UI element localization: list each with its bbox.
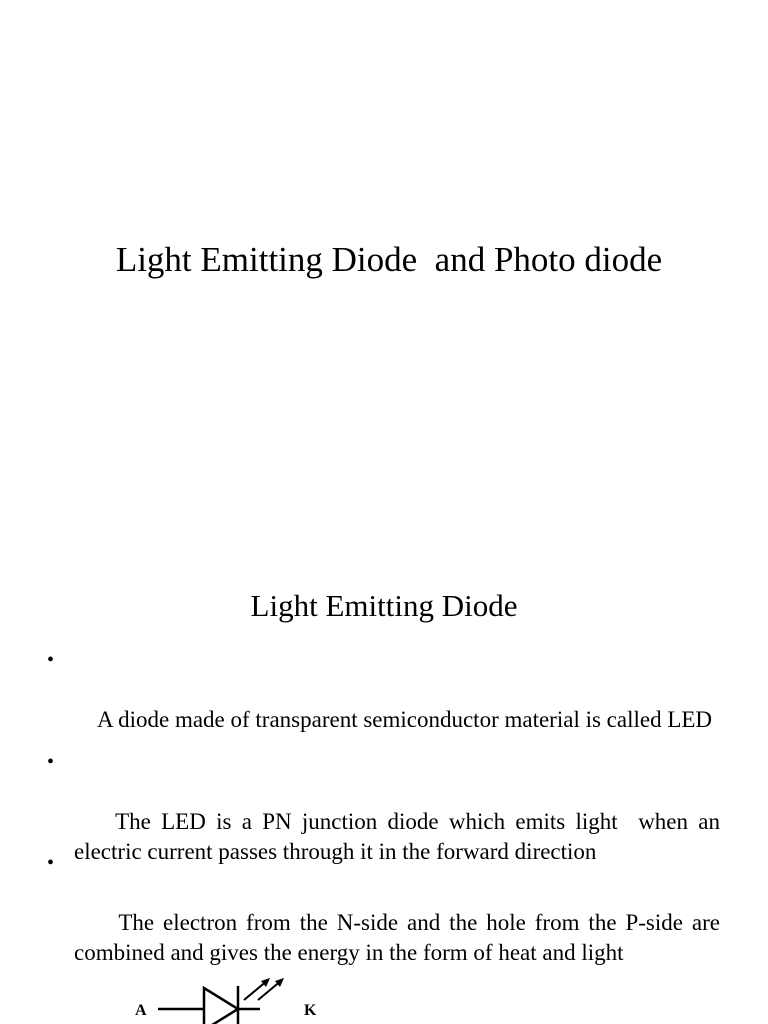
bullet-text: The LED is a PN junction diode which emits light when an electric current passes through it in the forward direction: [74, 809, 726, 864]
section-title: Light Emitting Diode: [250, 588, 518, 623]
bullet-marker: •: [47, 751, 55, 773]
cathode-label: K: [304, 1002, 317, 1019]
bullet-marker: •: [47, 852, 55, 874]
bullet-marker: •: [47, 649, 55, 671]
anode-label: A: [135, 1002, 147, 1019]
slide-title: Light Emitting Diode and Photo diode: [115, 240, 663, 279]
bullet-text: A diode made of transparent semiconductor material is called LED: [97, 707, 713, 732]
bullet-text: The electron from the N-side and the hole from the P-side are combined and gives the energy in the form of heat and light: [74, 910, 726, 965]
